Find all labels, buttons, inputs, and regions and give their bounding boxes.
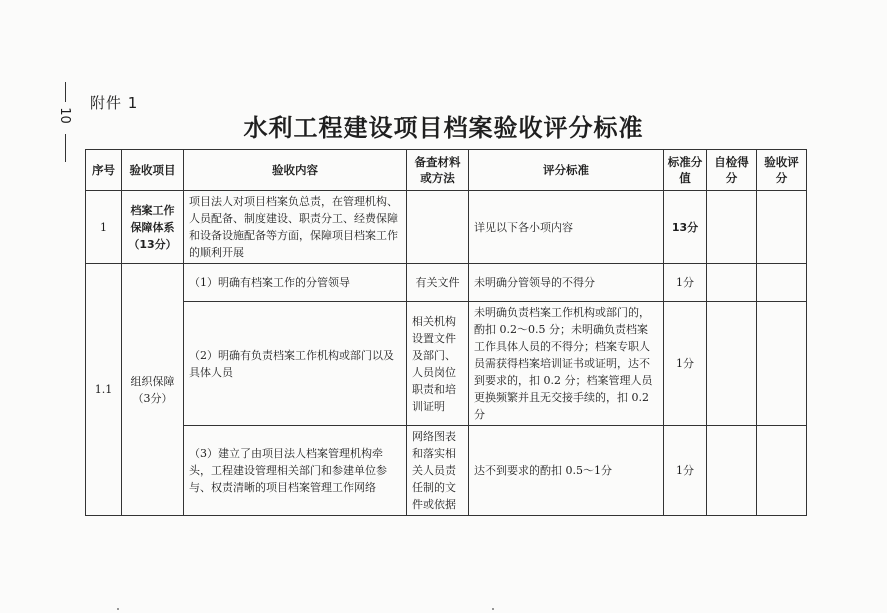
header-content: 验收内容 [184, 150, 407, 191]
row-criteria: 未明确分管领导的不得分 [469, 264, 664, 302]
header-material: 备查材料或方法 [407, 150, 469, 191]
row-review-score [757, 264, 807, 302]
table-row [86, 264, 807, 302]
page-number: 10 [56, 107, 72, 124]
row-criteria: 详见以下各小项内容 [469, 191, 664, 264]
row-review-score [757, 426, 807, 516]
table-row [86, 426, 807, 516]
row-material: 相关机构设置文件及部门、人员岗位职责和培训证明 [407, 302, 469, 426]
header-self-score: 自检得分 [707, 150, 757, 191]
row-material: 网络图表和落实相关人员责任制的文件或依据 [407, 426, 469, 516]
row-review-score [757, 302, 807, 426]
header-score: 标准分值 [664, 150, 707, 191]
row-content: （1）明确有档案工作的分管领导 [184, 264, 407, 302]
header-item: 验收项目 [122, 150, 184, 191]
attachment-label: 附件 1 [90, 94, 139, 112]
row-self-score [707, 191, 757, 264]
header-review-score: 验收评分 [757, 150, 807, 191]
header-criteria: 评分标准 [469, 150, 664, 191]
table-header-row [86, 150, 807, 191]
row-content: （2）明确有负责档案工作机构或部门以及具体人员 [184, 302, 407, 426]
scan-mark [117, 608, 119, 610]
row-item: 组织保障（3分） [122, 264, 184, 516]
table-row [86, 302, 807, 426]
row-score: 1分 [664, 264, 707, 302]
page-title: 水利工程建设项目档案验收评分标准 [243, 114, 644, 142]
row-self-score [707, 426, 757, 516]
row-material: 有关文件 [407, 264, 469, 302]
row-seq: 1 [86, 191, 122, 264]
row-criteria: 达不到要求的酌扣 0.5～1分 [469, 426, 664, 516]
divider [65, 82, 66, 102]
scan-mark [492, 608, 494, 610]
row-content: （3）建立了由项目法人档案管理机构牵头，工程建设管理相关部门和参建单位参与、权责清晰的项目档案管理工作网络 [184, 426, 407, 516]
scan-marks [0, 607, 887, 611]
row-material [407, 191, 469, 264]
row-score: 1分 [664, 426, 707, 516]
row-score: 1分 [664, 302, 707, 426]
row-score: 13分 [664, 191, 707, 264]
scoring-table [85, 149, 807, 516]
row-self-score [707, 264, 757, 302]
row-seq: 1.1 [86, 264, 122, 516]
row-criteria: 未明确负责档案工作机构或部门的，酌扣 0.2～0.5 分；未明确负责档案工作具体人员的不得分；档案专职人员需获得档案培训证书或证明，达不到要求的，扣 0.2 分；档案管理人员更换频繁并且无交接手续的，扣 0.2 分 [469, 302, 664, 426]
row-review-score [757, 191, 807, 264]
row-item: 档案工作保障体系（13分） [122, 191, 184, 264]
table-row [86, 191, 807, 264]
row-self-score [707, 302, 757, 426]
header-seq: 序号 [86, 150, 122, 191]
row-content: 项目法人对项目档案负总责，在管理机构、人员配备、制度建设、职责分工、经费保障和设备设施配备等方面，保障项目档案工作的顺利开展 [184, 191, 407, 264]
